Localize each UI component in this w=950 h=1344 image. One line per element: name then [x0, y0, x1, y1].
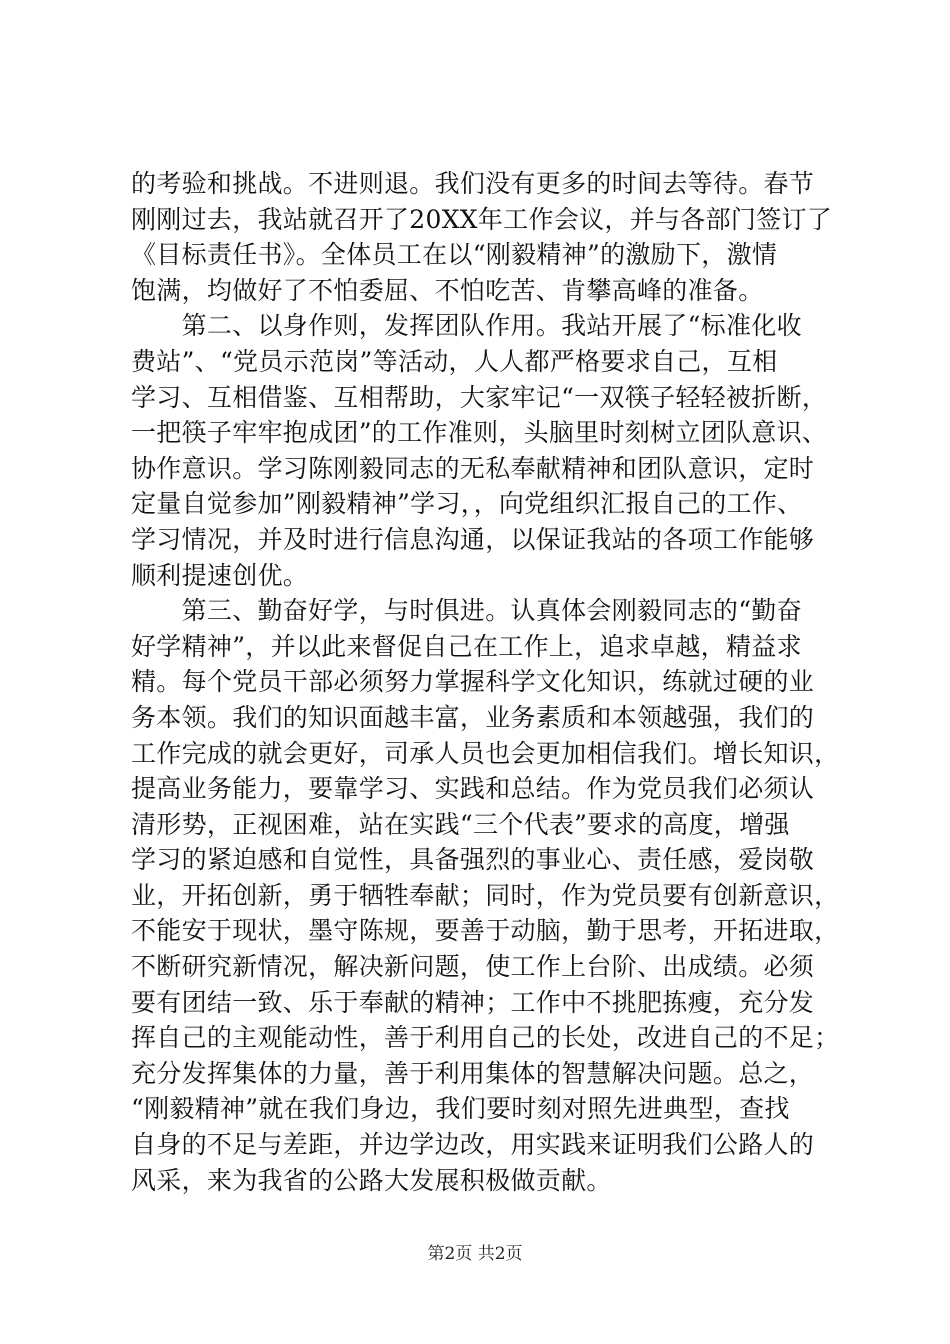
text-line: 顺利提速创优。 — [131, 560, 309, 590]
text-line: 不能安于现状，墨守陈规，要善于动脑，勤于思考，开拓进取， — [131, 916, 840, 946]
text-line: 风采，来为我省的公路大发展积极做贡献。 — [131, 1165, 612, 1195]
text-line: 《目标责任书》。全体员工在以“刚毅精神”的激励下，激情 — [131, 240, 778, 270]
text-line: 不断研究新情况，解决新问题，使工作上台阶、出成绩。必须 — [131, 952, 815, 982]
text-line: 业，开拓创新，勇于牺牲奉献；同时，作为党员要有创新意识， — [131, 880, 840, 910]
text-line: 学习、互相借鉴、互相帮助，大家牢记“一双筷子轻轻被折断， — [131, 382, 828, 412]
text-line: 务本领。我们的知识面越丰富，业务素质和本领越强，我们的 — [131, 702, 815, 732]
text-line: 学习的紧迫感和自觉性，具备强烈的事业心、责任感，爱岗敬 — [131, 845, 815, 875]
text-line: 挥自己的主观能动性，善于利用自己的长处，改进自己的不足； — [131, 1023, 840, 1053]
text-line: 清形势，正视困难，站在实践“三个代表”要求的高度，增强 — [131, 809, 790, 839]
text-line: 精。每个党员干部必须努力掌握科学文化知识，练就过硬的业 — [131, 667, 815, 697]
text-line: 协作意识。学习陈刚毅同志的无私奉献精神和团队意识，定时 — [131, 453, 815, 483]
text-line: 提高业务能力，要靠学习、实践和总结。作为党员我们必须认 — [131, 774, 815, 804]
text-line: 定量自觉参加”刚毅精神”学习，，向党组织汇报自己的工作、 — [131, 489, 803, 519]
text-line: “刚毅精神”就在我们身边，我们要时刻对照先进典型，查找 — [131, 1094, 790, 1124]
page-number-footer: 第2页 共2页 — [427, 1244, 523, 1264]
text-line: 充分发挥集体的力量，善于利用集体的智慧解决问题。总之， — [131, 1058, 815, 1088]
text-line: 要有团结一致、乐于奉献的精神；工作中不挑肥拣瘦，充分发 — [131, 987, 815, 1017]
text-line: 费站”、“党员示范岗”等活动，人人都严格要求自己，互相 — [131, 346, 778, 376]
text-line: 学习情况，并及时进行信息沟通，以保证我站的各项工作能够 — [131, 524, 815, 554]
text-line: 好学精神”，并以此来督促自己在工作上，追求卓越，精益求 — [131, 631, 802, 661]
text-line: 自身的不足与差距，并边学边改，用实践来证明我们公路人的 — [131, 1130, 815, 1160]
text-line: 第三、勤奋好学，与时俱进。认真体会刚毅同志的“勤奋 — [131, 596, 802, 626]
text-line: 刚刚过去，我站就召开了20XX年工作会议，并与各部门签订了 — [131, 204, 833, 234]
text-line: 第二、以身作则，发挥团队作用。我站开展了“标准化收 — [131, 311, 802, 341]
text-line: 的考验和挑战。不进则退。我们没有更多的时间去等待。春节 — [131, 169, 815, 198]
text-line: 工作完成的就会更好，司承人员也会更加相信我们。增长知识， — [131, 738, 840, 768]
body-text — [131, 166, 840, 1198]
text-line: 一把筷子牢牢抱成团”的工作准则，头脑里时刻树立团队意识、 — [131, 418, 828, 448]
text-line: 饱满，均做好了不怕委屈、不怕吃苦、肯攀高峰的准备。 — [131, 275, 764, 305]
